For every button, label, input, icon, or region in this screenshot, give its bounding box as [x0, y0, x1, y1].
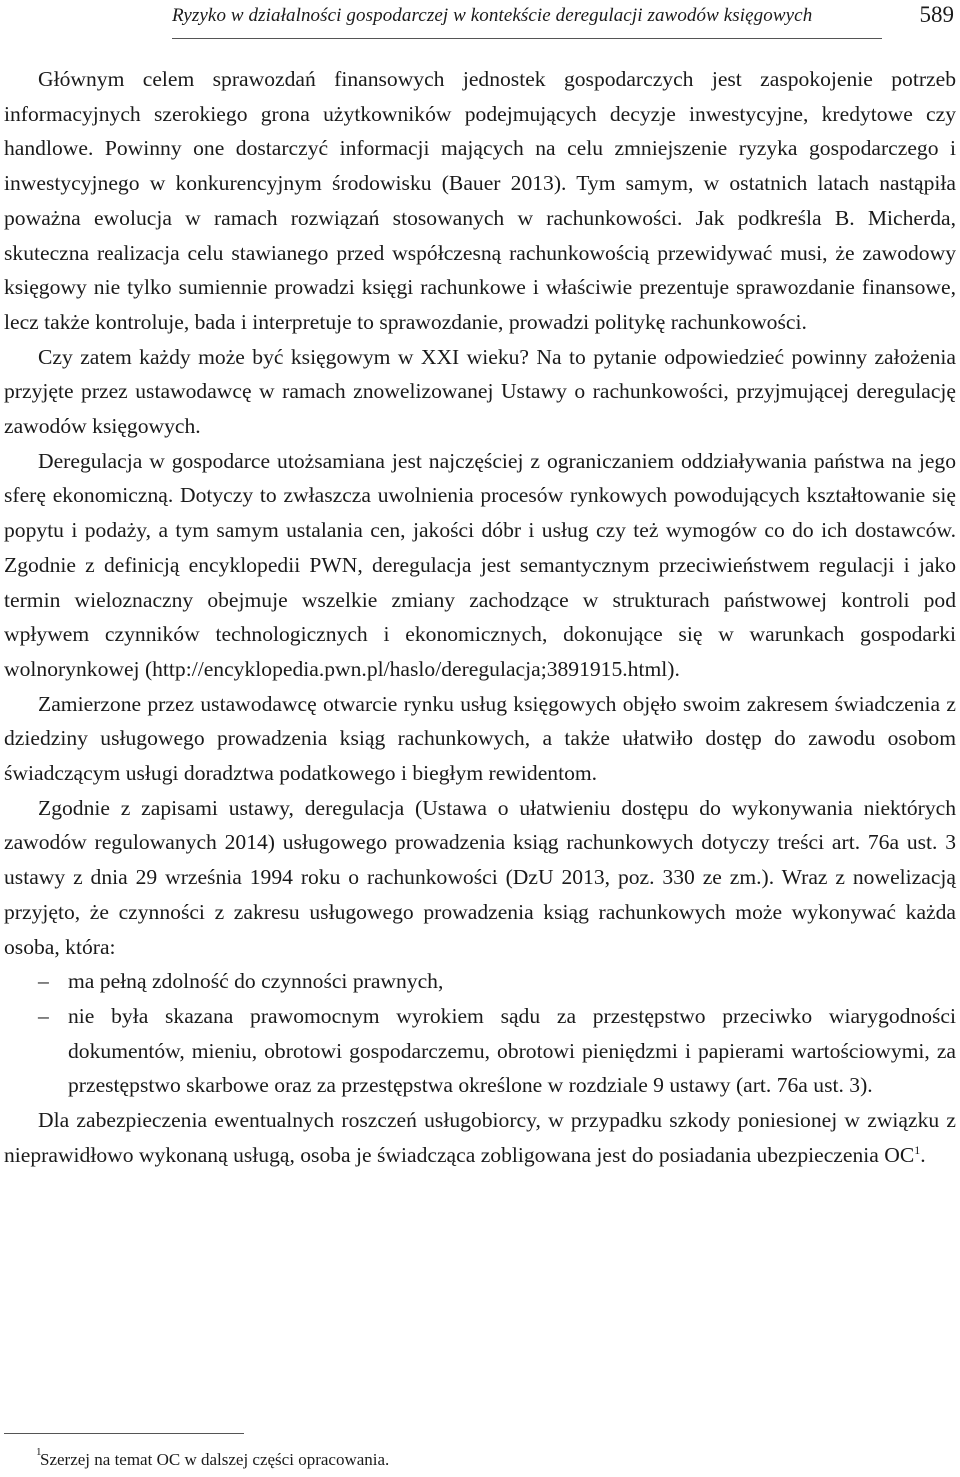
running-title: Ryzyko w działalności gospodarczej w kontekście deregulacji zawodów księgowych [172, 5, 813, 26]
list-item [4, 964, 956, 999]
paragraph: Zamierzone przez ustawodawcę otwarcie rynku usług księgowych objęło swoim zakresem świadczenia z dziedziny usługowego prowadzenia ksiąg rachunkowych, a także ułatwiło dostęp do zawodu osobom świadczącym usługi doradztwa podatkowego i biegłym rewidentom. [4, 691, 956, 786]
paragraph: Dla zabezpieczenia ewentualnych roszczeń usługobiorcy, w przypadku szkody poniesionej w związku z nieprawidłowo wykonaną usługą, osoba je świadcząca zobligowana jest do posiadania ubezpieczenia $OC^1$. [4, 1108, 956, 1167]
dash-marker: – [38, 969, 49, 994]
dash-marker: – [38, 1003, 49, 1028]
page-number: 589 [919, 2, 954, 27]
dash-list [4, 964, 956, 1103]
list-item-text: nie była skazana prawomocnym wyrokiem sądu za przestępstwo przeciwko wiarygodności dokumentów, mieniu, obrotowi gospodarczemu, obrotowi pieniędzmi i papierami wartościowymi, za przestępstwo skarbowe oraz za przestępstwa określone w rozdziale 9 ustawy (art. 76a ust. 3). [68, 1003, 956, 1098]
footnote-text: Szerzej na temat OC w dalszej części opracowania. [40, 1450, 390, 1469]
paragraph: Głównym celem sprawozdań finansowych jednostek gospodarczych jest zaspokojenie potrzeb informacyjnych szerokiego grona użytkowników podejmujących decyzje inwestycyjne, kredytowe czy handlowe. Powinny one dostarczyć informacji mających na celu zmniejszenie ryzyka gospodarczego i inwestycyjnego w konkurencyjnym środowisku (Bauer 2013). Tym samym, w ostatnich latach nastąpiła poważna ewolucja w ramach rozwiązań stosowanych w rachunkowości. Jak podkreśla B. Micherda, skuteczna realizacja celu stawianego przed współczesną rachunkowością przewidywać musi, że zawodowy księgowy nie tylko sumiennie prowadzi księgi rachunkowe i właściwie prezentuje sprawozdanie finansowe, lecz także kontroluje, bada i interpretuje to sprawozdanie, prowadzi politykę rachunkowości. [4, 67, 956, 334]
running-header [0, 0, 960, 40]
footnote: 1 Szerzej na temat OC w dalszej części opracowania. [36, 1446, 390, 1469]
body-text [4, 62, 956, 1173]
footnote-reference[interactable]: 1 [914, 1142, 921, 1157]
list-item [4, 999, 956, 1103]
paragraph: Zgodnie z zapisami ustawy, deregulacja (Ustawa o ułatwieniu dostępu do wykonywania niektórych zawodów regulowanych 2014) usługowego prowadzenia ksiąg rachunkowych dotyczy treści art. 76a ust. 3 ustawy z dnia 29 września 1994 roku o rachunkowości (DzU 2013, poz. 330 ze zm.). Wraz z nowelizacją przyjęto, że czynności z zakresu usługowego prowadzenia ksiąg rachunkowych może wykonywać każda osoba, która: [4, 795, 956, 959]
footnote-rule [4, 1433, 244, 1434]
paragraph: Deregulacja w gospodarce utożsamiana jest najczęściej z ograniczaniem oddziaływania państwa na jego sferę ekonomiczną. Dotyczy to zwłaszcza uwolnienia procesów rynkowych powodujących kształtowanie się popytu i podaży, a tym samym ustalania cen, jakości dóbr i usług czy też wymogów co do ich dostawców. Zgodnie z definicją encyklopedii PWN, deregulacja jest semantycznym przeciwieństwem regulacji i jako termin wieloznaczny obejmuje wszelkie zmiany zachodzące w strukturach państwowej kontroli pod wpływem czynników technologicznych i ekonomicznych, dokonujące się w warunkach gospodarki wolnorynkowej (http://encyklopedia.pwn.pl/haslo/deregulacja;3891915.html). [4, 448, 956, 681]
header-rule [172, 38, 882, 39]
paragraph: Czy zatem każdy może być księgowym w XXI wieku? Na to pytanie odpowiedzieć powinny założenia przyjęte przez ustawodawcę w ramach znowelizowanej Ustawy o rachunkowości, przyjmującej deregulację zawodów księgowych. [4, 344, 956, 439]
list-item-text: ma pełną zdolność do czynności prawnych, [68, 969, 444, 994]
paragraph-text: Dla zabezpieczenia ewentualnych roszczeń usługobiorcy, w przypadku szkody poniesionej w związku z nieprawidłowo wykonaną usługą, osoba je świadcząca zobligowana jest do posiadania ubezpieczenia OC [4, 1108, 956, 1167]
